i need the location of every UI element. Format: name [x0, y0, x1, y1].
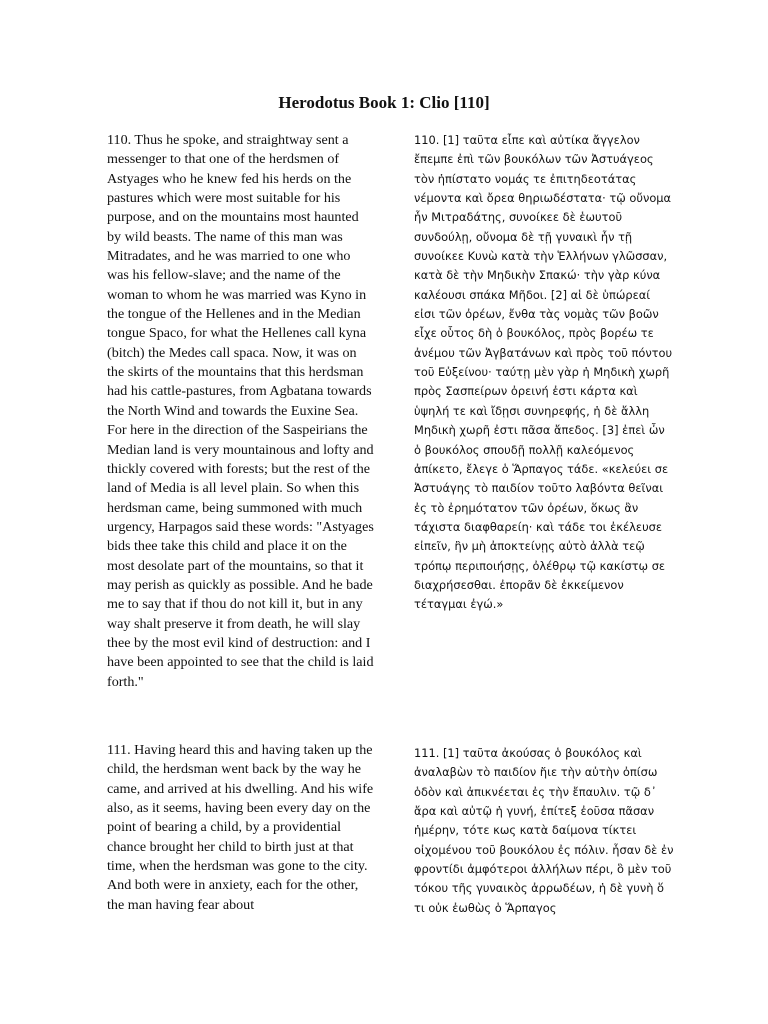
greek-paragraph-111: 111. [1] ταῦτα ἀκούσας ὁ βουκόλος καὶ ἀναλαβὼν τὸ παιδίον ἤιε τὴν αὐτὴν ὀπίσω ὁδὸν καὶ ἀπικνέεται ἐς τὴν ἔπαυλιν. τῷ δ᾽ ἄρα καὶ αὐτῷ ἡ γυνή, ἐπίτεξ ἐοῦσα πᾶσαν ἡμέρην, τότε κως κατὰ δαίμονα τίκτει οἰχομένου τοῦ βουκόλου ἐς πόλιν. ἦσαν δὲ ἐν φροντίδι ἀμφότεροι ἀλλήλων πέρι, ὃ μὲν τοῦ τόκου τῆς γυναικὸς ἀρρωδέων, ἡ δὲ γυνὴ ὅ τι οὐκ ἐωθὼς ὁ Ἅρπαγος — [414, 746, 674, 915]
english-paragraph-110: 110. Thus he spoke, and straightway sent a messenger to that one of the herdsmen of Astyages who he knew fed his herds on the pastures which were most suitable for his purpose, and on the mountains most haunted by wild beasts. The name of this man was Mitradates, and he was married to one who was his fellow-slave; and the name of the woman to whom he was married was Kyno in the tongue of the Hellenes and in the Median tongue Spaco, for what the Hellenes call kyna (bitch) the Medes call spaca. Now, it was on the skirts of the mountains that this herdsman had his cattle-pastures, from Agbatana towards the North Wind and towards the Euxine Sea. For here in the direction of the Saspeirians the Median land is very mountainous and lofty and thickly covered with forests; but the rest of the land of Media is all level plain. So when this herdsman came, being summoned with much urgency, Harpagos said these words: "Astyages bids thee take this child and place it on the most desolate part of the mountains, so that it may perish as quickly as possible. And he bade me to say that if thou do not kill it, but in any way shalt preserve it from death, he will slay thee by the most evil kind of destruction: and I have been appointed to see that the child is laid forth." — [107, 132, 374, 690]
english-paragraph-111: 111. Having heard this and having taken up the child, the herdsman went back by the way he came, and arrived at his dwelling. And his wife also, as it seems, having been every day on the point of bearing a child, by a providential chance brought her child to birth just at that time, when the herdsman was gone to the city. And both were in anxiety, each for the other, the man having fear about — [107, 742, 374, 913]
page-title: Herodotus Book 1: Clio [110] — [278, 93, 490, 112]
greek-paragraph-110: 110. [1] ταῦτα εἶπε καὶ αὐτίκα ἄγγελον ἔπεμπε ἐπὶ τῶν βουκόλων τῶν Ἀστυάγεος τὸν ἠπίστατο νομάς τε ἐπιτηδεοτάτας νέμοντα καὶ ὄρεα θηριωδέστατα· τῷ οὔνομα ἦν Μιτραδάτης, συνοίκεε δὲ ἑωυτοῦ συνδούλῃ, οὔνομα δὲ τῇ γυναικὶ ἦν τῇ συνοίκεε Κυνὼ κατὰ τὴν Ἑλλήνων γλῶσσαν, κατὰ δὲ τὴν Μηδικὴν Σπακώ· τὴν γὰρ κύνα καλέουσι σπάκα Μῆδοι. [2] αἱ δὲ ὑπώρεαί εἰσι τῶν ὀρέων, ἔνθα τὰς νομὰς τῶν βοῶν εἶχε οὗτος δὴ ὁ βουκόλος, πρὸς βορέω τε ἀνέμου τῶν Ἀγβατάνων καὶ πρὸς τοῦ πόντου τοῦ Εὐξείνου· ταύτῃ μὲν γὰρ ἡ Μηδικὴ χωρῆ πρὸς Σασπείρων ὀρεινή ἐστι κάρτα καὶ ὑψηλή τε καὶ ἴδῃσι συνηρεφής, ἡ δὲ ἄλλη Μηδικὴ χωρῆ ἐστι πᾶσα ἄπεδος. [3] ἐπεὶ ὦν ὁ βουκόλος σπουδῇ πολλῇ καλεόμενος ἀπίκετο, ἔλεγε ὁ Ἅρπαγος τάδε. «κελεύει σε Ἀστυάγης τὸ παιδίον τοῦτο λαβόντα θεῖναι ἐς τὸ ἐρημότατον τῶν ὀρέων, ὅκως ἂν τάχιστα διαφθαρείη· καὶ τάδε τοι ἐκέλευσε εἰπεῖν, ἢν μὴ ἀποκτείνῃς αὐτὸ ἀλλὰ τεῷ τρόπῳ περιποιήσῃς, ὀλέθρῳ τῷ κακίστῳ σε διαχρήσεσθαι. ἐπορᾶν δὲ ἐκκείμενον τέταγμαι ἐγώ.» — [414, 133, 673, 612]
